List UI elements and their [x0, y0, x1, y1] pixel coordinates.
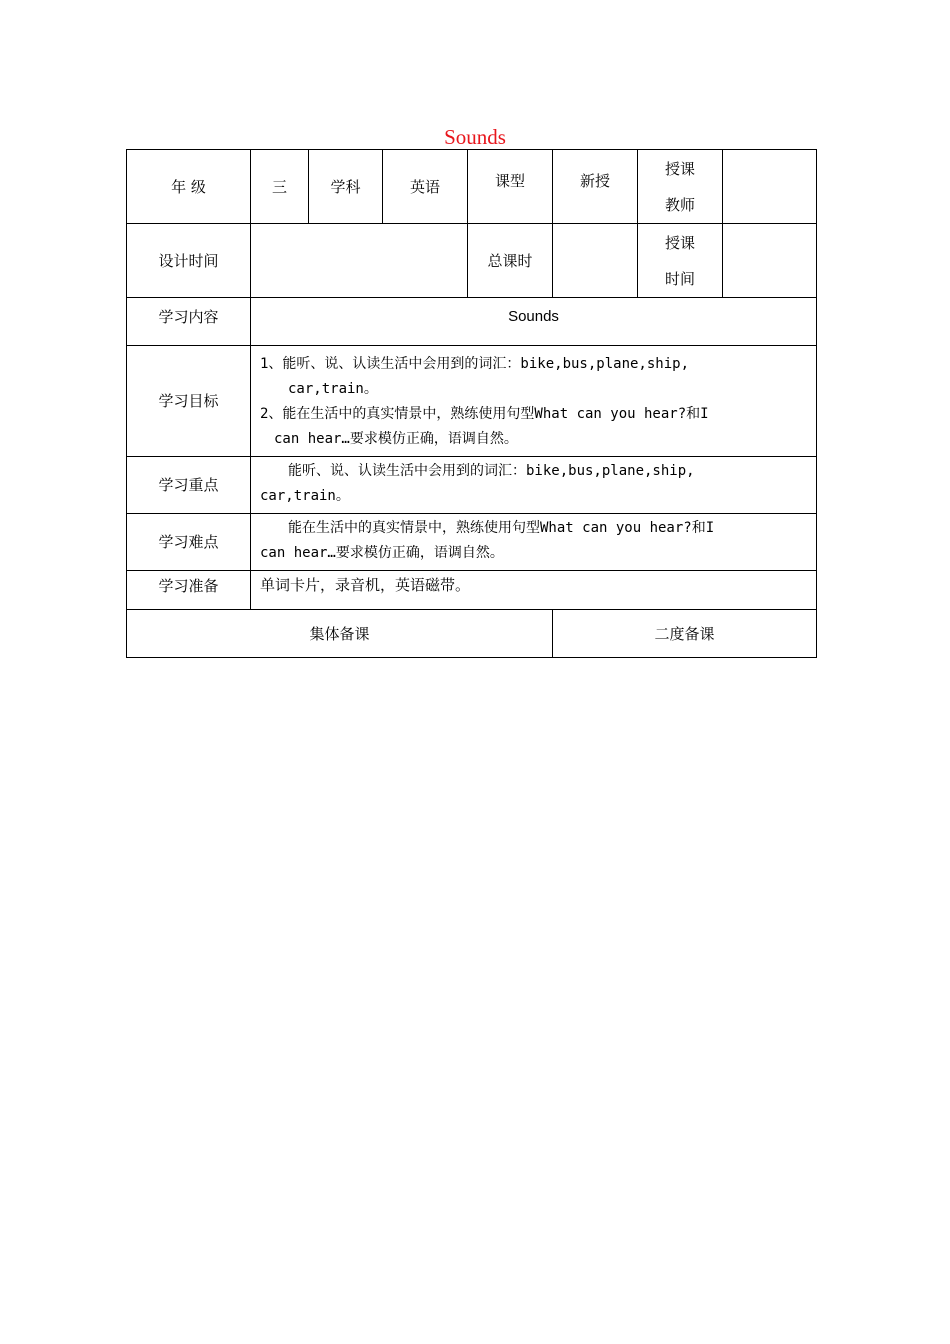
teacher-label-line2: 教师 — [665, 195, 696, 214]
grade-label: 年 级 — [127, 150, 251, 224]
total-lessons-value — [553, 224, 638, 298]
teacher-label-line1: 授课 — [665, 159, 696, 178]
preparation-label: 学习准备 — [127, 571, 251, 610]
content-value: Sounds — [251, 298, 817, 346]
table-row — [127, 298, 817, 346]
table-row — [127, 224, 817, 298]
content-label: 学习内容 — [127, 298, 251, 346]
design-time-value — [251, 224, 468, 298]
difficulties-line: 能在生活中的真实情景中，熟练使用句型What can you hear?和I — [288, 520, 715, 536]
teach-time-value — [723, 224, 817, 298]
difficulties-label: 学习难点 — [127, 514, 251, 571]
teacher-label — [638, 150, 723, 224]
subject-value: 英语 — [383, 150, 468, 224]
key-points-line: 能听、说、认读生活中会用到的词汇：bike,bus,plane,ship, — [288, 463, 695, 479]
objectives-line: 2、能在生活中的真实情景中，熟练使用句型What can you hear?和I — [260, 406, 709, 422]
subject-label: 学科 — [309, 150, 383, 224]
objectives-line: car,train。 — [288, 381, 378, 397]
key-points-value — [251, 457, 817, 514]
lesson-type-value: 新授 — [553, 150, 638, 224]
table-row — [127, 514, 817, 571]
teach-time-label-line1: 授课 — [665, 233, 696, 252]
key-points-line: car,train。 — [260, 488, 350, 504]
teach-time-label — [638, 224, 723, 298]
table-row — [127, 457, 817, 514]
difficulties-value — [251, 514, 817, 571]
table-row — [127, 346, 817, 457]
objectives-line: can hear…要求模仿正确，语调自然。 — [274, 431, 518, 447]
table-row — [127, 610, 817, 658]
table-row — [127, 571, 817, 610]
teach-time-label-line2: 时间 — [665, 269, 696, 288]
objectives-label: 学习目标 — [127, 346, 251, 457]
objectives-value — [251, 346, 817, 457]
collective-prep-label: 集体备课 — [127, 610, 553, 658]
document-title: Sounds — [444, 125, 506, 149]
lesson-type-label: 课型 — [468, 150, 553, 224]
table-row — [127, 150, 817, 224]
objectives-line: 1、能听、说、认读生活中会用到的词汇：bike,bus,plane,ship, — [260, 356, 690, 372]
difficulties-line: can hear…要求模仿正确，语调自然。 — [260, 545, 504, 561]
preparation-value: 单词卡片，录音机，英语磁带。 — [251, 571, 817, 610]
grade-value: 三 — [251, 150, 309, 224]
design-time-label: 设计时间 — [127, 224, 251, 298]
lesson-plan-table — [126, 149, 817, 658]
teacher-value — [723, 150, 817, 224]
secondary-prep-label: 二度备课 — [553, 610, 817, 658]
key-points-label: 学习重点 — [127, 457, 251, 514]
total-lessons-label: 总课时 — [468, 224, 553, 298]
